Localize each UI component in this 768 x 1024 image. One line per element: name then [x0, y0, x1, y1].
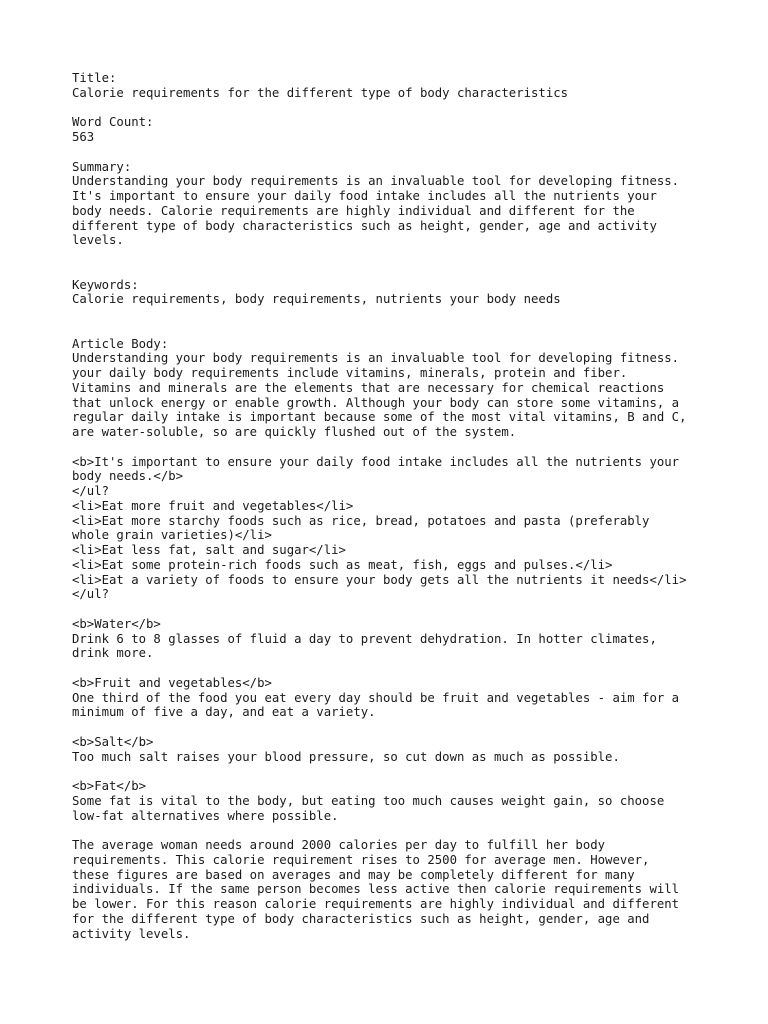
text-line: <li>Eat less fat, salt and sugar</li> — [72, 543, 346, 557]
text-line: Understanding your body requirements is an invaluable tool for developing fitness. — [72, 351, 680, 366]
text-line: Understanding your body requirements is an invaluable tool for developing fitness. — [72, 174, 680, 189]
blank-line — [72, 248, 732, 263]
text-line: Some fat is vital to the body, but eating too much causes weight gain, so choose — [72, 793, 665, 808]
text-line: for the different type of body characteristics such as height, gender, age and — [72, 911, 650, 926]
text-line: be lower. For this reason calorie requirements are highly individual and different — [72, 897, 680, 911]
text-line: body needs.</b> — [72, 469, 184, 484]
text-line: Summary: — [72, 159, 132, 174]
text-line: <li>Eat a variety of foods to ensure your body gets all the nutrients it needs</li> — [72, 572, 687, 587]
text-line: these figures are based on averages and may be completely different for many — [72, 867, 635, 882]
text-line: Too much salt raises your blood pressure, so cut down as much as possible. — [72, 749, 620, 764]
text-line: activity levels. — [72, 926, 191, 941]
text-line: <b>Salt</b> — [72, 734, 154, 749]
text-line: <li>Eat some protein-rich foods such as meat, fish, eggs and pulses.</li> — [72, 557, 613, 572]
text-line: <b>Fruit and vegetables</b> — [72, 675, 272, 690]
blank-line — [72, 263, 732, 278]
text-line: One third of the food you eat every day should be fruit and vegetables - aim for a — [72, 690, 680, 705]
text-line: </ul? — [72, 587, 110, 602]
text-line: Calorie requirements, body requirements, nutrients your body needs — [72, 292, 561, 307]
text-line: <b>Fat</b> — [72, 779, 147, 793]
text-line: drink more. — [72, 646, 154, 661]
text-line: <li>Eat more fruit and vegetables</li> — [72, 498, 354, 513]
text-line: low-fat alternatives where possible. — [72, 808, 339, 823]
text-line: Calorie requirements for the different type of body characteristics — [72, 85, 569, 100]
text-line: </ul? — [72, 484, 110, 498]
text-line: whole grain varieties)</li> — [72, 528, 272, 543]
blank-line — [72, 602, 732, 617]
document-text — [72, 71, 732, 941]
blank-line — [72, 322, 732, 337]
text-line: regular daily intake is important because some of the most vital vitamins, B and C, — [72, 410, 687, 425]
text-line: individuals. If the same person becomes less active then calorie requirements will — [72, 882, 680, 897]
text-line: that unlock energy or enable growth. Although your body can store some vitamins, a — [72, 395, 680, 410]
text-line: Word Count: — [72, 115, 154, 130]
blank-line — [72, 440, 732, 455]
text-line: are water-soluble, so are quickly flushed out of the system. — [72, 425, 517, 439]
blank-line — [72, 101, 732, 116]
text-line: minimum of five a day, and eat a variety. — [72, 705, 376, 720]
text-line: The average woman needs around 2000 calories per day to fulfill her body — [72, 838, 606, 852]
text-line: <b>It's important to ensure your daily food intake includes all the nutrients your — [72, 454, 680, 469]
text-line: Keywords: — [72, 277, 139, 292]
text-line: different type of body characteristics such as height, gender, age and activity — [72, 218, 657, 233]
text-line: Article Body: — [72, 336, 169, 351]
blank-line — [72, 307, 732, 322]
blank-line — [72, 764, 732, 779]
text-line: 563 — [72, 130, 95, 144]
text-line: <li>Eat more starchy foods such as rice, bread, potatoes and pasta (preferably — [72, 513, 650, 528]
text-line: levels. — [72, 233, 124, 248]
text-line: Title: — [72, 71, 117, 85]
text-line: body needs. Calorie requirements are highly individual and different for the — [72, 203, 635, 218]
text-line: Vitamins and minerals are the elements that are necessary for chemical reactions — [72, 380, 665, 395]
text-line: <b>Water</b> — [72, 616, 161, 631]
text-line: It's important to ensure your daily food intake includes all the nutrients your — [72, 189, 657, 203]
text-line: requirements. This calorie requirement rises to 2500 for average men. However, — [72, 852, 650, 867]
blank-line — [72, 720, 732, 735]
blank-line — [72, 823, 732, 838]
text-line: Drink 6 to 8 glasses of fluid a day to prevent dehydration. In hotter climates, — [72, 631, 657, 646]
text-line: your daily body requirements include vitamins, minerals, protein and fiber. — [72, 366, 628, 380]
blank-line — [72, 145, 732, 160]
blank-line — [72, 661, 732, 676]
